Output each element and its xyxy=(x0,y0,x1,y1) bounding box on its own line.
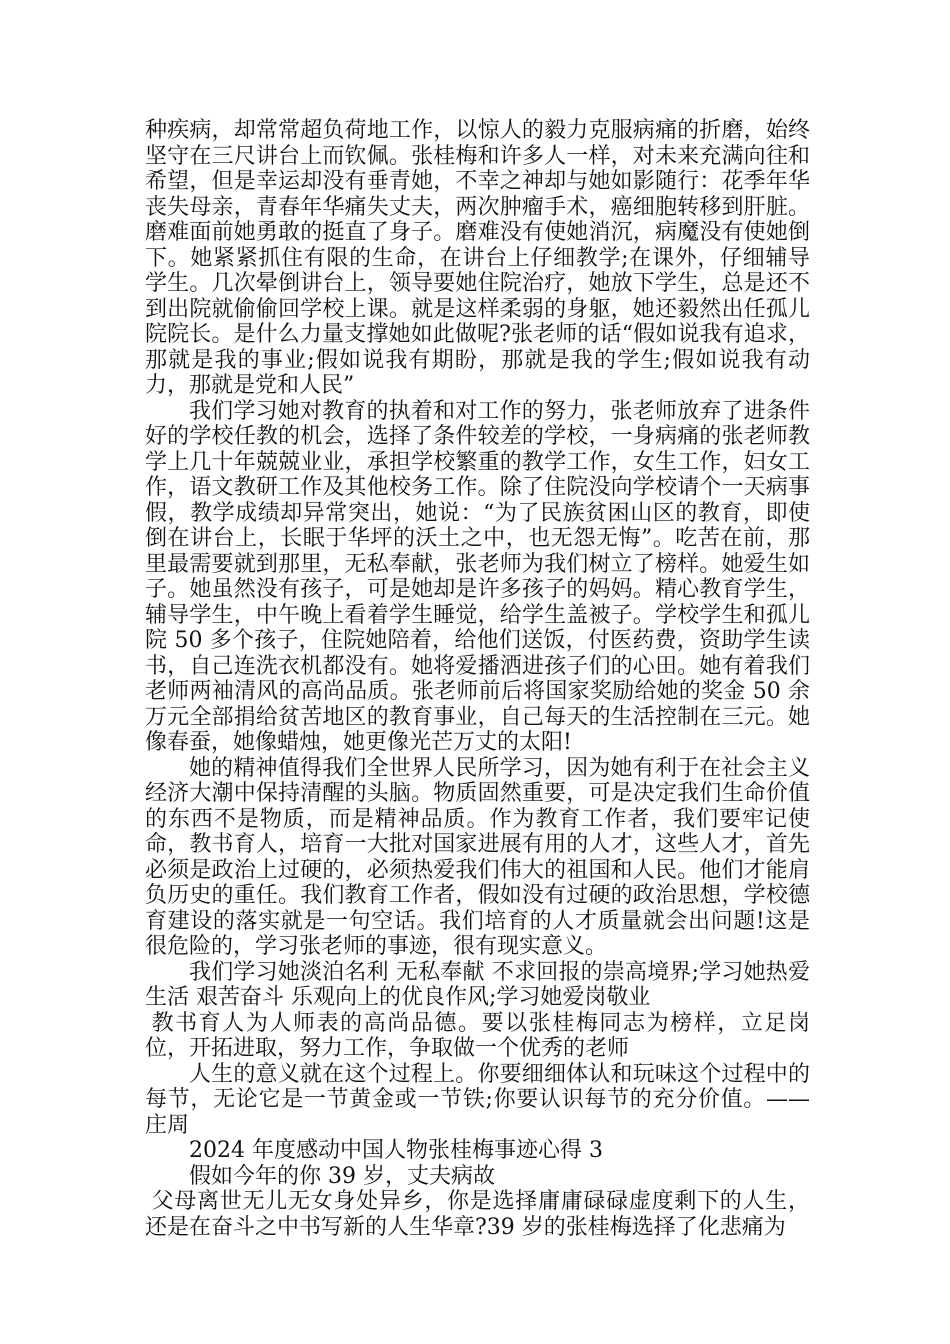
paragraph-choice: 父母离世无儿无女身处异乡，你是选择庸庸碌碌虚度剩下的人生，还是在奋斗之中书写新的人生华章?39 岁的张桂梅选择了化悲痛为 xyxy=(145,1189,810,1240)
section-heading: 2024 年度感动中国人物张桂梅事迹心得 3 xyxy=(189,1138,603,1163)
paragraph-dedication: 我们学习她对教育的执着和对工作的努力，张老师放弃了进条件好的学校任教的机会，选择了条件较差的学校，一身病痛的张老师教学上几十年兢兢业业，承担学校繁重的教学工作，女生工作，妇女工作，语文教研工作及其他校务工作。除了住院没向学校请个一天病事假，教学成绩却异常突出，她说：“为了民族贫困山区的教育，即使倒在讲台上，长眠于华坪的沃土之中，也无怨无悔”。吃苦在前，那里最需要就到那里，无私奉献，张老师为我们树立了榜样。她爱生如子。她虽然没有孩子，可是她却是许多孩子的妈妈。精心教育学生，辅导学生，中午晚上看着学生睡觉，给学生盖被子。学校学生和孤儿院 50 多个孩子，住院她陪着，给他们送饭，付医药费，资助学生读书，自己连洗衣机都没有。她将爱播洒进孩子们的心田。她有着我们老师两袖清风的高尚品质。张老师前后将国家奖励给她的奖金 50 余万元全部捐给贫苦地区的教育事业，自己每天的生活控制在三元。她像春蚕，她像蜡烛，她更像光芒万丈的太阳! xyxy=(145,398,810,755)
paragraph-learning: 我们学习她淡泊名利 无私奉献 不求回报的崇高境界;学习她热爱生活 艰苦奋斗 乐观向上的优良作风;学习她爱岗敬业 xyxy=(145,959,810,1010)
paragraph-hypothetical: 假如今年的你 39 岁，丈夫病故 xyxy=(189,1163,495,1189)
document-page xyxy=(145,118,810,1240)
paragraph-role-model: 教书育人为人师表的高尚品德。要以张桂梅同志为榜样，立足岗位，开拓进取，努力工作，争取做一个优秀的老师 xyxy=(145,1010,810,1061)
paragraph-illness: 种疾病，却常常超负荷地工作，以惊人的毅力克服病痛的折磨，始终坚守在三尺讲台上而钦佩。张桂梅和许多人一样，对未来充满向往和希望，但是幸运却没有垂青她，不幸之神却与她如影随行：花季年华丧失母亲，青春年华痛失丈夫，两次肿瘤手术，癌细胞转移到肝脏。磨难面前她勇敢的挺直了身子。磨难没有使她消沉，病魔没有使她倒下。她紧紧抓住有限的生命，在讲台上仔细教学;在课外，仔细辅导学生。几次晕倒讲台上，领导要她住院治疗，她放下学生，总是还不到出院就偷偷回学校上课。就是这样柔弱的身躯，她还毅然出任孤儿院院长。是什么力量支撑她如此做呢?张老师的话“假如说我有追求，那就是我的事业;假如说我有期盼，那就是我的学生;假如说我有动力，那就是党和人民” xyxy=(145,118,810,398)
paragraph-quote: 人生的意义就在这个过程上。你要细细体认和玩味这个过程中的每节，无论它是一节黄金或一节铁;你要认识每节的充分价值。——庄周 xyxy=(145,1061,810,1138)
paragraph-spirit: 她的精神值得我们全世界人民所学习，因为她有利于在社会主义经济大潮中保持清醒的头脑。物质固然重要，可是决定我们生命价值的东西不是物质，而是精神品质。作为教育工作者，我们要牢记使命，教书育人，培育一大批对国家进展有用的人才，这些人才，首先必须是政治上过硬的，必须热爱我们伟大的祖国和人民。他们才能肩负历史的重任。我们教育工作者，假如没有过硬的政治思想，学校德育建设的落实就是一句空话。我们培育的人才质量就会出问题!这是很危险的，学习张老师的事迹，很有现实意义。 xyxy=(145,755,810,959)
